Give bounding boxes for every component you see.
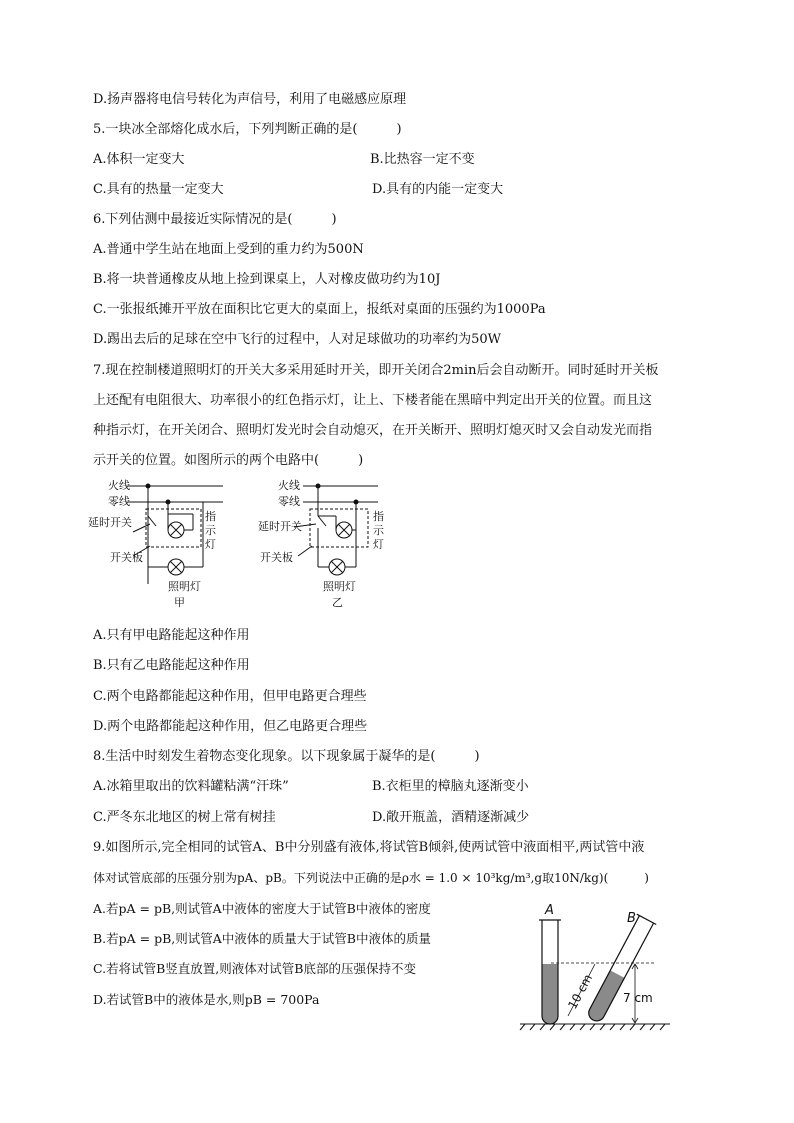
length-label: 10 cm: [565, 971, 596, 1012]
circuit-yi: [294, 484, 378, 575]
q7-stem-line-1: 7.现在控制楼道照明灯的开关大多采用延时开关，即开关闭合2min后会自动断开。同时延时开关板: [93, 363, 659, 378]
jia-neutral-wire-label: 零线: [108, 495, 130, 508]
jia-switch-board-label: 开关板: [110, 551, 143, 564]
q7-stem-line-2: 上还配有电阻很大、功率很小的红色指示灯，让上、下楼者能在黑暗中判定出开关的位置。而且这: [93, 393, 653, 408]
q4-option-d: D.扬声器将电信号转化为声信号，利用了电磁感应原理: [93, 92, 407, 107]
q7-option-c: C.两个电路都能起这种作用，但甲电路更合理些: [93, 689, 367, 704]
q5-option-b: B.比热容一定不变: [370, 152, 475, 167]
q5-option-d: D.具有的内能一定变大: [372, 182, 504, 197]
q9-stem-line-1: 9.如图所示,完全相同的试管A、B中分别盛有液体,将试管B倾斜,使两试管中液面相平,两试管中液: [93, 840, 645, 855]
jia-indicator-char-1: 指: [205, 510, 216, 523]
q6-option-b: B.将一块普通橡皮从地上捡到课桌上，人对橡皮做功约为10J: [93, 272, 441, 287]
height-label: 7 cm: [623, 991, 653, 1005]
test-tube-b: [583, 914, 656, 1025]
q6-option-d: D.踢出去后的足球在空中飞行的过程中，人对足球做功的功率约为50W: [93, 332, 501, 347]
ground: [520, 1024, 670, 1030]
q9-option-a: A.若pA = pB,则试管A中液体的密度大于试管B中液体的密度: [93, 901, 431, 916]
q8-stem: 8.生活中时刻发生着物态变化现象。以下现象属于凝华的是( ): [93, 749, 480, 764]
jia-lighting-lamp-label: 照明灯: [168, 580, 201, 593]
yi-live-wire-label: 火线: [278, 479, 300, 492]
jia-live-wire-label: 火线: [108, 479, 130, 492]
q7-stem-line-4: 示开关的位置。如图所示的两个电路中( ): [93, 453, 364, 468]
q5-stem: 5.一块冰全部熔化成水后，下列判断正确的是( ): [93, 122, 402, 137]
q5-option-c: C.具有的热量一定变大: [93, 182, 224, 197]
yi-lighting-lamp-label: 照明灯: [323, 580, 356, 593]
q8-option-d: D.敞开瓶盖，酒精逐渐减少: [372, 810, 530, 825]
q5-option-a: A.体积一定变大: [93, 152, 185, 167]
yi-indicator-char-1: 指: [373, 510, 384, 523]
q7-stem-line-3: 种指示灯，在开关闭合、照明灯发光时会自动熄灭，在开关断开、照明灯熄灭时又会自动发光而指: [93, 423, 653, 438]
jia-indicator-char-2: 示: [205, 524, 216, 537]
test-tube-a: [539, 920, 561, 1024]
circuit-yi-label: 乙: [332, 596, 343, 609]
q6-option-a: A.普通中学生站在地面上受到的重力约为500N: [93, 242, 364, 257]
q8-option-c: C.严冬东北地区的树上常有树挂: [93, 810, 276, 825]
tube-b-label: B: [627, 911, 636, 926]
q7-option-b: B.只有乙电路能起这种作用: [93, 658, 250, 673]
q9-option-b: B.若pA = pB,则试管A中液体的质量大于试管B中液体的质量: [93, 931, 431, 946]
q6-stem: 6.下列估测中最接近实际情况的是( ): [93, 212, 337, 227]
q9-test-tube-figure: [515, 898, 675, 1033]
q8-option-a: A.冰箱里取出的饮料罐粘满“汗珠”: [93, 779, 289, 794]
tube-a-label: A: [545, 903, 554, 918]
jia-indicator-char-3: 灯: [205, 538, 216, 551]
q7-circuit-figure: [88, 474, 398, 614]
q8-option-b: B.衣柜里的樟脑丸逐渐变小: [372, 779, 529, 794]
yi-delay-switch-label: 延时开关: [258, 520, 302, 533]
yi-switch-board-label: 开关板: [260, 551, 293, 564]
yi-indicator-char-3: 灯: [373, 538, 384, 551]
q6-option-c: C.一张报纸摊开平放在面积比它更大的桌面上，报纸对桌面的压强约为1000Pa: [93, 302, 546, 317]
circuit-jia-label: 甲: [174, 596, 185, 609]
yi-neutral-wire-label: 零线: [278, 495, 300, 508]
yi-indicator-char-2: 示: [373, 524, 384, 537]
jia-delay-switch-label: 延时开关: [88, 516, 132, 529]
q7-option-a: A.只有甲电路能起这种作用: [93, 628, 250, 643]
q9-option-d: D.若试管B中的液体是水,则pB = 700Pa: [93, 992, 320, 1007]
q9-option-c: C.若将试管B竖直放置,则液体对试管B底部的压强保持不变: [93, 961, 416, 976]
q9-stem-line-2: 体对试管底部的压强分别为pA、pB。下列说法中正确的是ρ水 = 1.0 × 10³kg/m³,g取10N/kg)( ): [93, 871, 649, 885]
q7-option-d: D.两个电路都能起这种作用，但乙电路更合理些: [93, 719, 368, 734]
